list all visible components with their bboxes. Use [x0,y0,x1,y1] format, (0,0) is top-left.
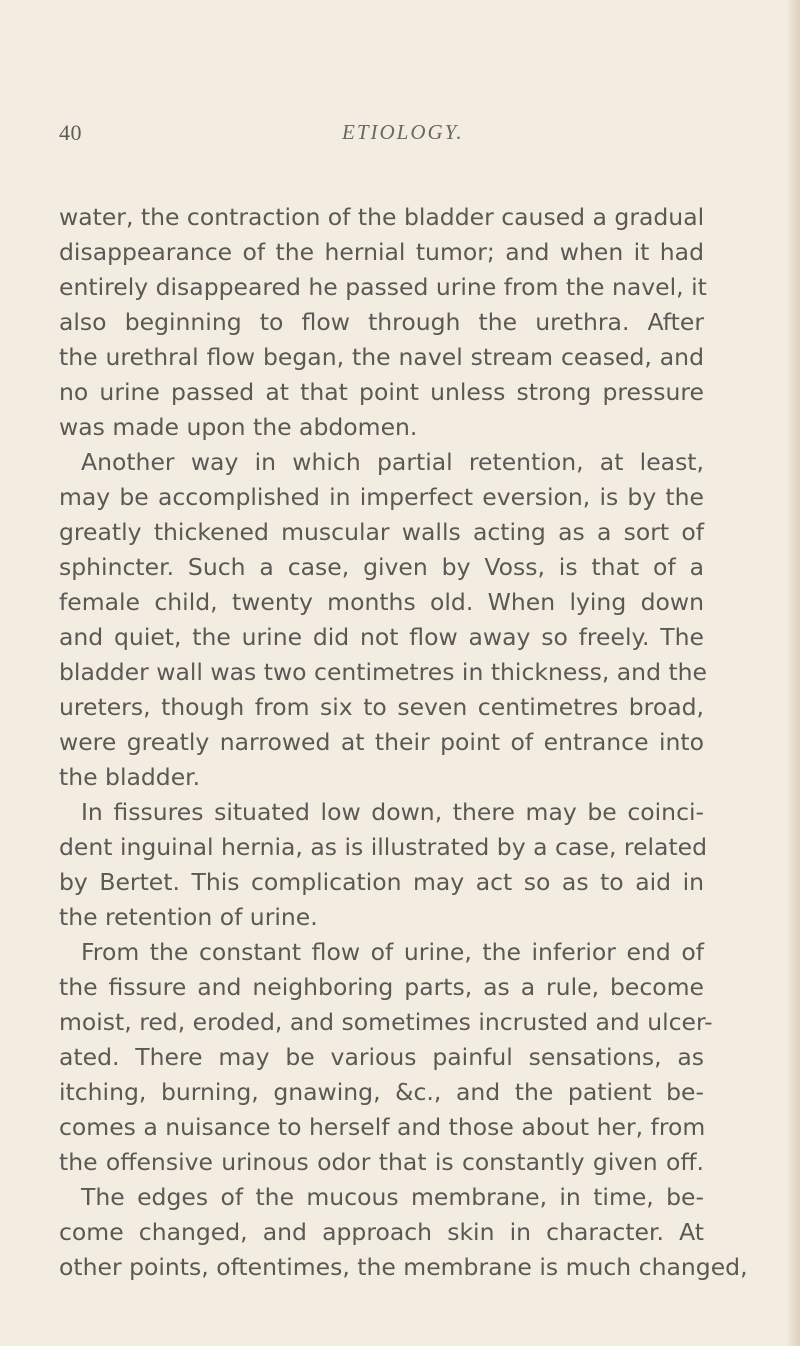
text-line: no urine passed at that point unless strong pressure [59,378,704,406]
text-line: itching, burning, gnawing, &c., and the patient be- [59,1078,704,1106]
text-line: also beginning to flow through the urethra. After [59,308,704,336]
text-line: the bladder. [59,763,201,791]
body-text [59,200,748,1285]
text-line: by Bertet. This complication may act so as to aid in [59,868,704,896]
page-header [0,120,800,160]
text-line: sphincter. Such a case, given by Voss, is that of a [59,553,704,581]
text-line: the offensive urinous odor that is constantly given off. [59,1148,704,1176]
text-line: and quiet, the urine did not flow away so freely. The [59,623,704,651]
text-line: come changed, and approach skin in character. At [59,1218,704,1246]
text-line: Another way in which partial retention, at least, [81,448,704,476]
text-line: was made upon the abdomen. [59,413,418,441]
text-line: bladder wall was two centimetres in thickness, and the [59,658,708,686]
text-line: entirely disappeared he passed urine from the navel, it [59,273,707,301]
text-line: the retention of urine. [59,903,318,931]
text-line: The edges of the mucous membrane, in time, be- [81,1183,704,1211]
text-line: ated. There may be various painful sensations, as [59,1043,704,1071]
text-line: female child, twenty months old. When lying down [59,588,704,616]
text-line: water, the contraction of the bladder caused a gradual [59,203,705,231]
text-line: greatly thickened muscular walls acting as a sort of [59,518,704,546]
text-line: In fissures situated low down, there may be coinci- [81,798,704,826]
text-line: disappearance of the hernial tumor; and when it had [59,238,704,266]
text-line: other points, oftentimes, the membrane is much changed, [59,1253,748,1281]
text-line: From the constant flow of urine, the inferior end of [81,938,704,966]
page-edge-shadow [786,0,800,1346]
text-line: comes a nuisance to herself and those about her, from [59,1113,706,1141]
text-line: dent inguinal hernia, as is illustrated by a case, related [59,833,708,861]
text-line: the urethral flow began, the navel stream ceased, and [59,343,704,371]
running-head: ETIOLOGY. [342,120,464,144]
page-number: 40 [59,120,82,145]
text-line: ureters, though from six to seven centimetres broad, [59,693,704,721]
text-line: the fissure and neighboring parts, as a rule, become [59,973,704,1001]
text-line: may be accomplished in imperfect eversion, is by the [59,483,704,511]
text-line: moist, red, eroded, and sometimes incrusted and ulcer- [59,1008,713,1036]
text-line: were greatly narrowed at their point of entrance into [59,728,704,756]
